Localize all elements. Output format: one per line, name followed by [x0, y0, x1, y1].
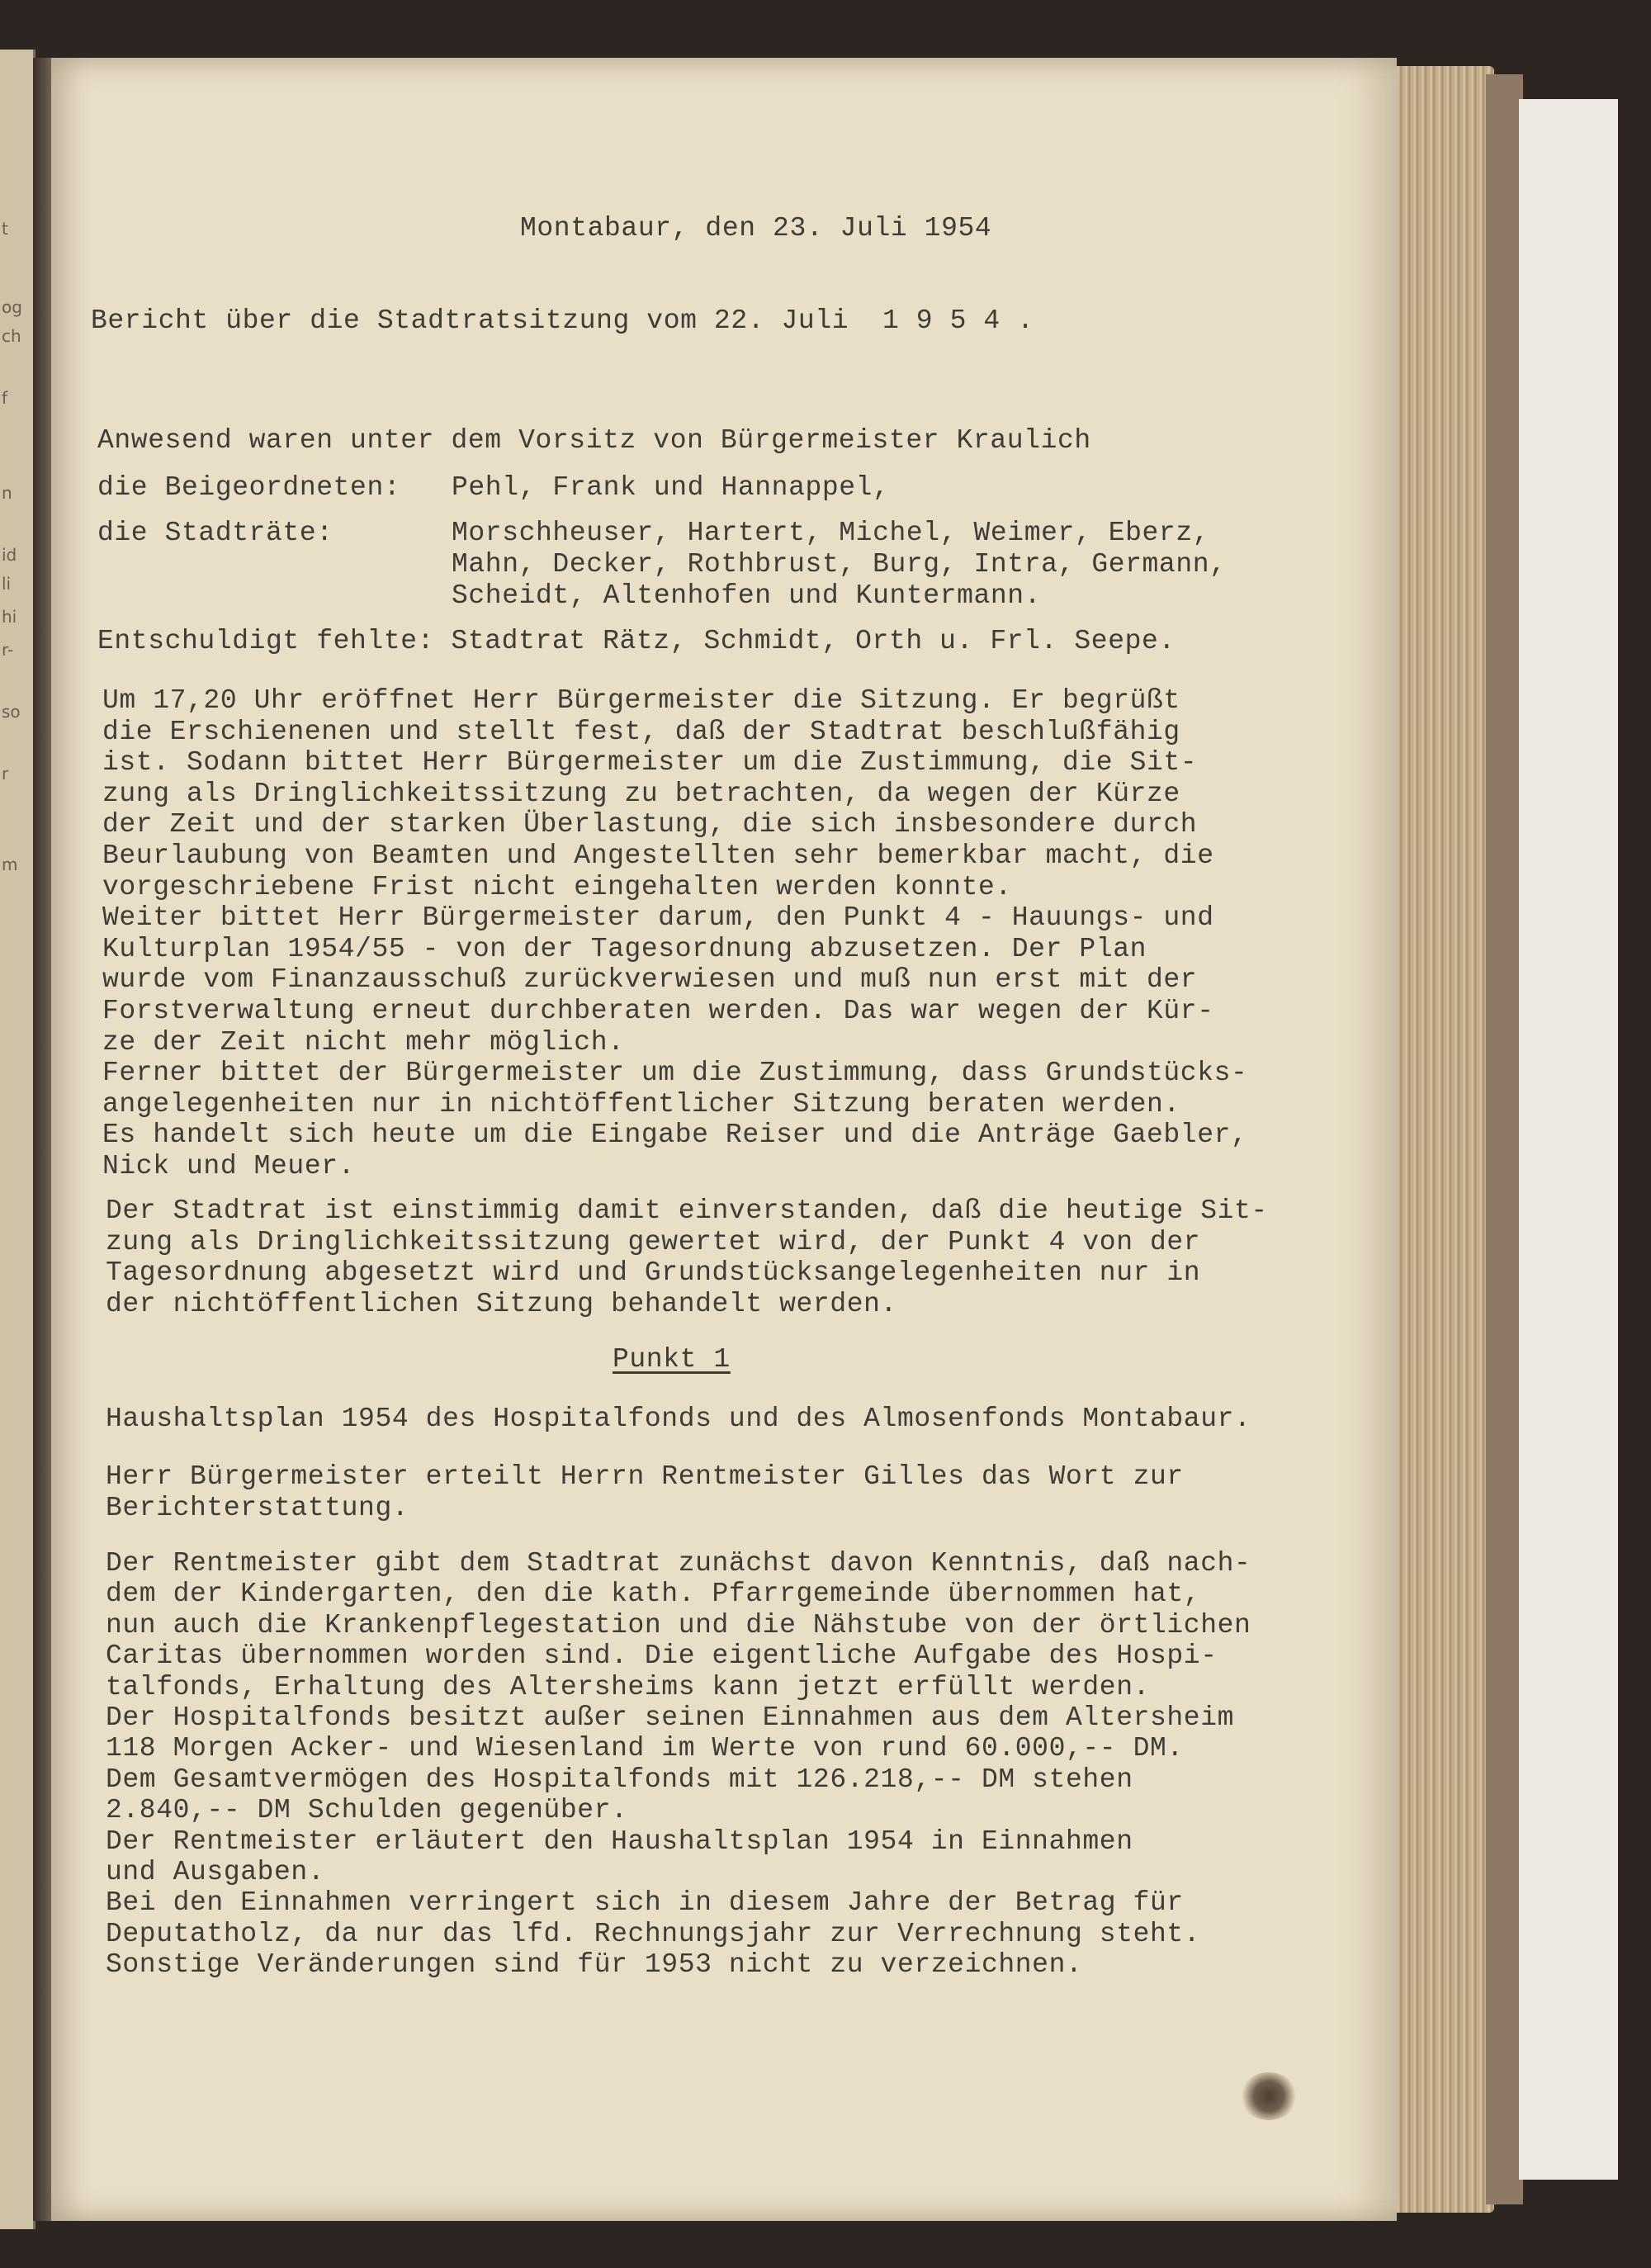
report-title: Bericht über die Stadtratsitzung vom 22. Juli 1 9 5 4 . — [91, 305, 1034, 336]
facing-page-fragment: ch — [2, 326, 21, 346]
text-line: zung als Dringlichkeitssitzung gewertet wird, der Punkt 4 von der — [106, 1226, 1201, 1257]
text-line: Ferner bittet der Bürgermeister um die Zustimmung, dass Grundstücks- — [102, 1058, 1248, 1089]
text-line: vorgeschriebene Frist nicht eingehalten werden konnte. — [102, 871, 1012, 902]
section-subject: Haushaltsplan 1954 des Hospitalfonds und des Almosenfonds Montabaur. — [106, 1404, 1251, 1434]
facing-page-fragment: og — [2, 297, 22, 317]
councillors-line: Mahn, Decker, Rothbrust, Burg, Intra, Germann, — [452, 549, 1227, 580]
facing-page-fragment: hi — [2, 607, 17, 627]
text-line: zung als Dringlichkeitssitzung zu betrachten, da wegen der Kürze — [102, 778, 1180, 809]
attendance-present: Anwesend waren unter dem Vorsitz von Bürgermeister Kraulich — [97, 425, 1091, 456]
date-line: Montabaur, den 23. Juli 1954 — [520, 213, 992, 244]
text-line: der Zeit und der starken Überlastung, die sich insbesondere durch — [102, 809, 1198, 840]
text-line: Beurlaubung von Beamten und Angestellten sehr bemerkbar macht, die — [102, 840, 1214, 871]
text-line: 118 Morgen Acker- und Wiesenland im Werte von rund 60.000,-- DM. — [106, 1733, 1184, 1764]
text-line: Berichterstattung. — [106, 1492, 409, 1523]
councillors-line: Scheidt, Altenhofen und Kuntermann. — [452, 580, 1042, 611]
text-line: der nichtöffentlichen Sitzung behandelt werden. — [106, 1288, 897, 1319]
facing-page-fragment: m — [2, 855, 18, 874]
facing-page-fragment: n — [2, 483, 12, 503]
text-line: Nick und Meuer. — [102, 1151, 356, 1181]
text-line: Der Rentmeister erläutert den Haushaltsplan 1954 in Einnahmen — [106, 1825, 1133, 1857]
left-page-edge — [0, 50, 35, 2229]
page-stack-edge — [1395, 66, 1494, 2213]
councillors-label: die Stadträte: — [97, 518, 334, 548]
absent-line: Entschuldigt fehlte: Stadtrat Rätz, Schmidt, Orth u. Frl. Seepe. — [97, 626, 1176, 656]
text-line: Es handelt sich heute um die Eingabe Reiser und die Anträge Gaebler, — [102, 1120, 1248, 1151]
book-cover-edge — [1486, 74, 1523, 2204]
inserted-sheet — [1519, 99, 1618, 2180]
facing-page-fragment: f — [2, 388, 8, 408]
text-line: ist. Sodann bittet Herr Bürgermeister um die Zustimmung, die Sit- — [102, 747, 1198, 779]
text-line: wurde vom Finanzausschuß zurückverwiesen und muß nun erst mit der — [102, 964, 1198, 996]
text-line: Bei den Einnahmen verringert sich in diesem Jahre der Betrag für — [106, 1887, 1184, 1919]
text-line: Sonstige Veränderungen sind für 1953 nicht zu verzeichnen. — [106, 1949, 1083, 1981]
text-line: Der Hospitalfonds besitzt außer seinen Einnahmen aus dem Altersheim — [106, 1702, 1235, 1733]
facing-page-fragment: so — [2, 702, 21, 722]
facing-page-fragment: t — [2, 219, 8, 239]
text-line: Deputatholz, da nur das lfd. Rechnungsjahr zur Verrechnung steht. — [106, 1918, 1201, 1949]
text-line: nun auch die Krankenpflegestation und die Nähstube von der örtlichen — [106, 1609, 1251, 1641]
book-gutter — [33, 58, 51, 2221]
text-line: dem der Kindergarten, den die kath. Pfarrgemeinde übernommen hat, — [106, 1579, 1201, 1610]
document-page — [51, 58, 1397, 2221]
text-line: Um 17,20 Uhr eröffnet Herr Bürgermeister die Sitzung. Er begrüßt — [102, 685, 1180, 716]
text-line: Caritas übernommen worden sind. Die eigentliche Aufgabe des Hospi- — [106, 1641, 1218, 1672]
deputies-list: Pehl, Frank und Hannappel, — [452, 472, 890, 503]
text-line: angelegenheiten nur in nichtöffentlicher Sitzung beraten werden. — [102, 1088, 1180, 1120]
text-line: Der Rentmeister gibt dem Stadtrat zunächst davon Kenntnis, daß nach- — [106, 1548, 1251, 1579]
text-line: 2.840,-- DM Schulden gegenüber. — [106, 1795, 628, 1826]
text-line: talfonds, Erhaltung des Altersheims kann jetzt erfüllt werden. — [106, 1671, 1150, 1702]
text-line: Der Stadtrat ist einstimmig damit einverstanden, daß die heutige Sit- — [106, 1196, 1268, 1226]
text-line: Herr Bürgermeister erteilt Herrn Rentmeister Gilles das Wort zur — [106, 1461, 1184, 1492]
facing-page-fragment: id — [2, 545, 17, 565]
deputies-label: die Beigeordneten: — [97, 472, 401, 503]
text-line: Weiter bittet Herr Bürgermeister darum, den Punkt 4 - Hauungs- und — [102, 902, 1214, 934]
text-line: Tagesordnung abgesetzt wird und Grundstücksangelegenheiten nur in — [106, 1257, 1201, 1289]
text-line: Dem Gesamtvermögen des Hospitalfonds mit 126.218,-- DM stehen — [106, 1764, 1133, 1795]
text-line: Forstverwaltung erneut durchberaten werden. Das war wegen der Kür- — [102, 996, 1214, 1026]
text-line: Kulturplan 1954/55 - von der Tagesordnung abzusetzen. Der Plan — [102, 933, 1147, 964]
text-line: ze der Zeit nicht mehr möglich. — [102, 1026, 625, 1058]
facing-page-fragment: r — [2, 764, 9, 784]
text-line: die Erschienenen und stellt fest, daß der Stadtrat beschlußfähig — [102, 716, 1180, 747]
facing-page-fragment: li — [2, 574, 12, 594]
text-line: und Ausgaben. — [106, 1857, 325, 1887]
facing-page-fragment: r- — [2, 640, 14, 660]
ink-stain — [1240, 2072, 1298, 2120]
councillors-line: Morschheuser, Hartert, Michel, Weimer, Eberz, — [452, 518, 1210, 548]
section-heading: Punkt 1 — [613, 1344, 731, 1375]
